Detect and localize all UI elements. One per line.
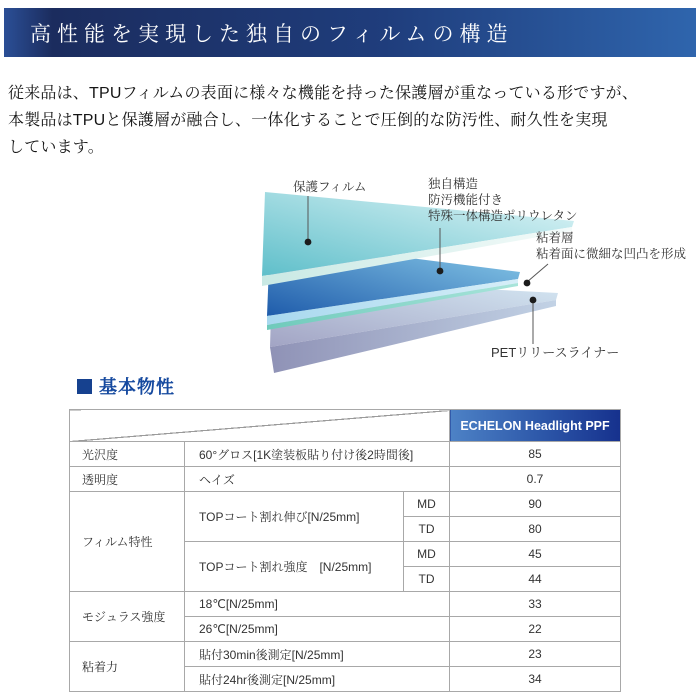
diagonal-header-cell xyxy=(70,410,450,442)
direction-cell: MD xyxy=(404,542,450,567)
condition-cell: 60°グロス[1K塗装板貼り付け後2時間後] xyxy=(185,442,450,467)
table-header-row xyxy=(70,410,621,442)
label-adhesive-line1: 粘着層 xyxy=(536,231,574,245)
value-cell: 45 xyxy=(450,542,621,567)
intro-paragraph xyxy=(8,80,696,161)
category-cell: フィルム特性 xyxy=(70,492,185,592)
table-row xyxy=(70,492,621,517)
basic-properties-table-wrap xyxy=(69,409,621,692)
square-bullet-icon xyxy=(77,379,92,394)
condition-cell: TOPコート割れ強度 [N/25mm] xyxy=(185,542,404,592)
pet-liner-dot xyxy=(530,297,537,304)
category-cell: モジュラス強度 xyxy=(70,592,185,642)
film-structure-diagram xyxy=(0,168,700,378)
table-row xyxy=(70,467,621,492)
basic-properties-heading xyxy=(77,373,175,399)
direction-cell: TD xyxy=(404,567,450,592)
value-cell: 90 xyxy=(450,492,621,517)
basic-properties-table xyxy=(69,409,621,692)
label-protective-film xyxy=(293,179,367,195)
label-adhesive-layer xyxy=(536,230,686,262)
intro-line-2: 本製品はTPUと保護層が融合し、一体化することで圧倒的な防汚性、耐久性を実現 xyxy=(8,112,608,129)
label-unique-structure-line3: 特殊一体構造ポリウレタン xyxy=(428,209,578,223)
table-row xyxy=(70,442,621,467)
condition-cell: 26℃[N/25mm] xyxy=(185,617,450,642)
label-adhesive-line2: 粘着面に微細な凹凸を形成 xyxy=(536,247,687,261)
direction-cell: TD xyxy=(404,517,450,542)
label-unique-structure-line2: 防汚機能付き xyxy=(428,193,504,207)
condition-cell: 貼付24hr後測定[N/25mm] xyxy=(185,667,450,692)
header-banner xyxy=(4,8,696,57)
value-cell: 44 xyxy=(450,567,621,592)
value-cell: 0.7 xyxy=(450,467,621,492)
label-pet-liner-text: PETリリースライナー xyxy=(491,345,620,360)
product-column-header: ECHELON Headlight PPF xyxy=(450,410,621,442)
direction-cell: MD xyxy=(404,492,450,517)
intro-line-3: しています。 xyxy=(8,139,104,156)
value-cell: 80 xyxy=(450,517,621,542)
label-protective-film-text: 保護フィルム xyxy=(293,180,367,194)
value-cell: 22 xyxy=(450,617,621,642)
page-title: 高性能を実現した独自のフィルムの構造 xyxy=(30,21,514,46)
adhesive-dot xyxy=(524,280,531,287)
table-row xyxy=(70,592,621,617)
category-cell: 粘着力 xyxy=(70,642,185,692)
value-cell: 85 xyxy=(450,442,621,467)
table-row xyxy=(70,642,621,667)
label-pet-liner xyxy=(491,345,619,361)
category-cell: 光沢度 xyxy=(70,442,185,467)
polyurethane-dot xyxy=(437,268,444,275)
protective-film-dot xyxy=(305,239,312,246)
value-cell: 23 xyxy=(450,642,621,667)
value-cell: 34 xyxy=(450,667,621,692)
condition-cell: TOPコート割れ伸び[N/25mm] xyxy=(185,492,404,542)
condition-cell: 18℃[N/25mm] xyxy=(185,592,450,617)
value-cell: 33 xyxy=(450,592,621,617)
condition-cell: 貼付30min後測定[N/25mm] xyxy=(185,642,450,667)
intro-line-1: 従来品は、TPUフィルムの表面に様々な機能を持った保護層が重なっている形ですが、 xyxy=(8,85,639,102)
label-unique-structure xyxy=(428,176,578,224)
category-cell: 透明度 xyxy=(70,467,185,492)
condition-cell: ヘイズ xyxy=(185,467,450,492)
label-unique-structure-line1: 独自構造 xyxy=(428,177,479,191)
basic-properties-title: 基本物性 xyxy=(99,377,175,397)
